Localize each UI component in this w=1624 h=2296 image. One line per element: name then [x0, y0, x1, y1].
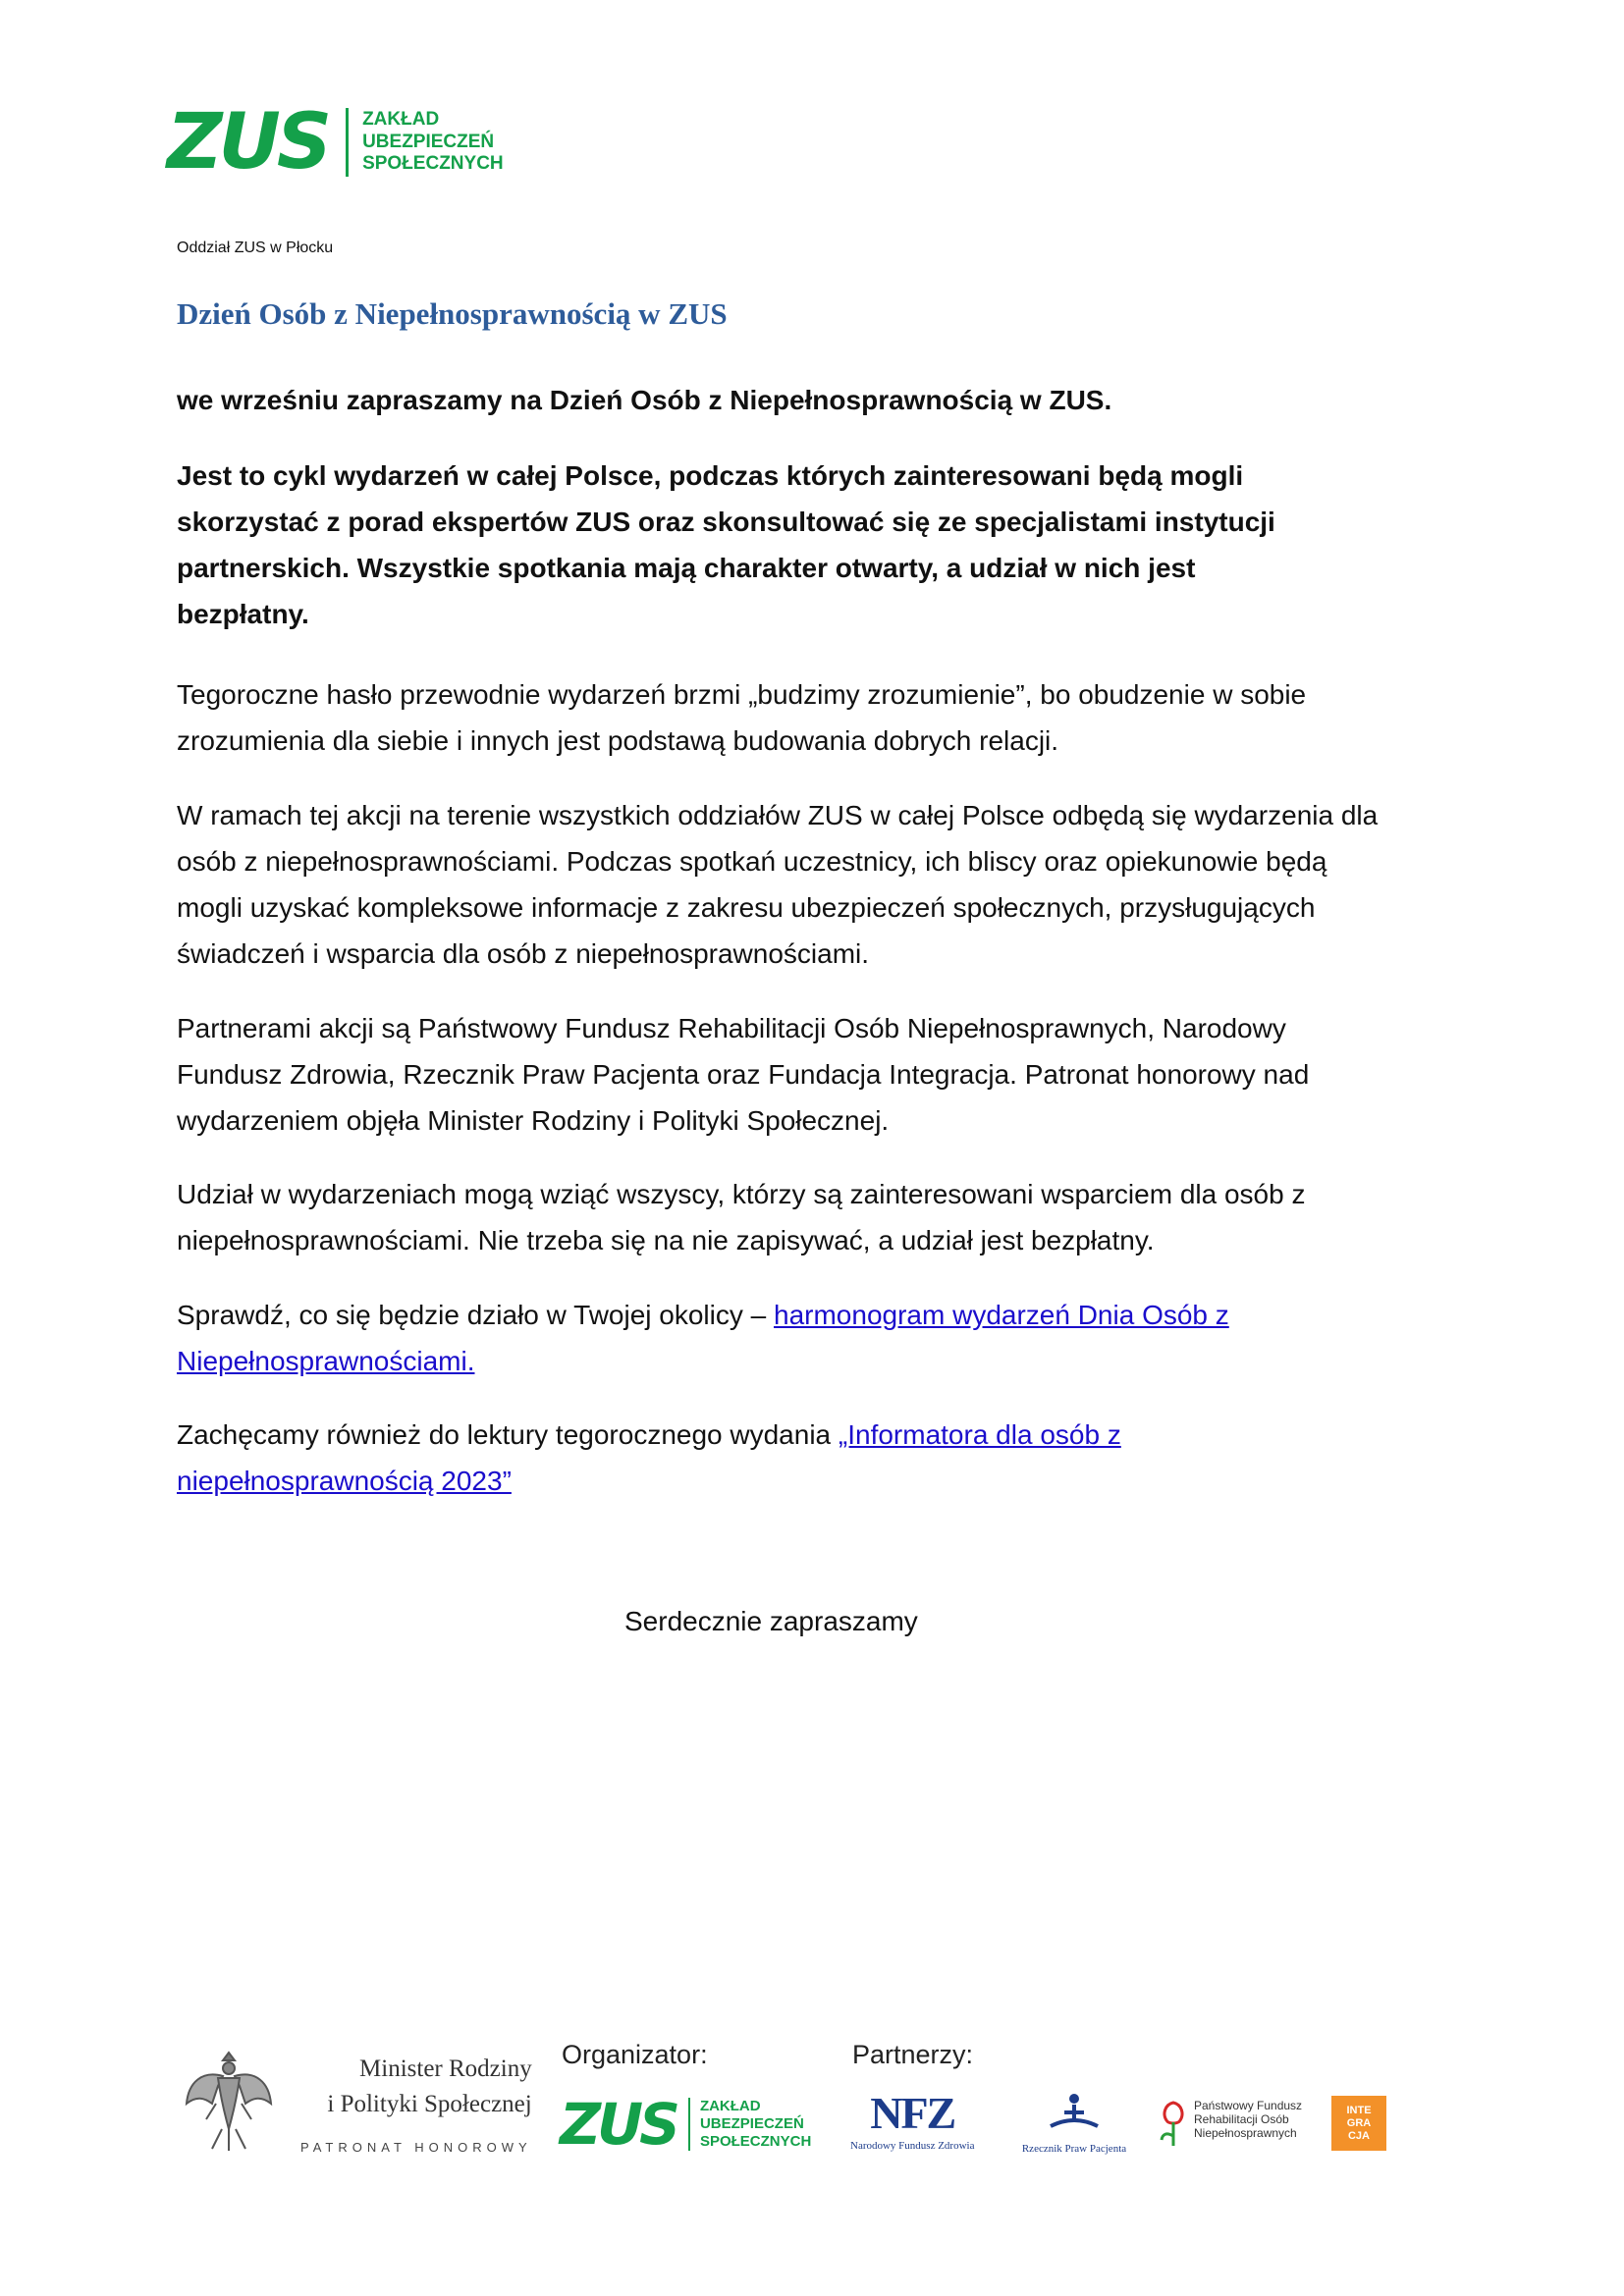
organizer-label: Organizator:: [562, 2040, 708, 2069]
zus-logo-divider: [688, 2098, 690, 2151]
pfron-line: Rehabilitacji Osób: [1194, 2112, 1289, 2126]
zus-logo-line: UBEZPIECZEŃ: [699, 2115, 804, 2132]
zus-logo-line: SPOŁECZNYCH: [362, 153, 504, 175]
guide-link[interactable]: „Informatora dla osób z niepełnosprawnością 2023”: [177, 1419, 1121, 1496]
zus-logo-mark: ZUS: [560, 2091, 677, 2158]
zus-logo-text: [362, 109, 504, 176]
paragraph-motto: Tegoroczne hasło przewodnie wydarzeń brzmi „budzimy zrozumienie”, bo obudzenie w sobie zrozumienia dla siebie i innych jest podstawą budowania dobrych relacji.: [177, 679, 1307, 756]
lead-paragraph: we wrześniu zapraszamy na Dzień Osób z Niepełnosprawnością w ZUS.: [177, 385, 1112, 415]
document-title: Dzień Osób z Niepełnosprawnością w ZUS: [177, 296, 728, 331]
nfz-mark: NFZ: [870, 2088, 955, 2138]
integracja-line: INTE: [1346, 2104, 1372, 2116]
minister-patronage: [300, 2052, 532, 2165]
schedule-link[interactable]: harmonogram wydarzeń Dnia Osób z Niepełnosprawnościami.: [177, 1300, 1229, 1376]
schedule-text: Sprawdź, co się będzie działo w Twojej okolicy –: [177, 1300, 775, 1330]
zus-logo-line: SPOŁECZNYCH: [699, 2133, 812, 2150]
paragraph-participation: Udział w wydarzeniach mogą wziąć wszyscy, którzy są zainteresowani wsparciem dla osób z niepełnosprawnościami. Nie trzeba się na nie zapisywać, a udział jest bezpłatny.: [177, 1179, 1306, 1255]
rpp-figure-icon: [1045, 2091, 1104, 2134]
closing-line: Serdecznie zapraszamy: [624, 1606, 918, 1636]
partners-label: Partnerzy:: [852, 2040, 974, 2069]
guide-text: Zachęcamy również do lektury tegorocznego wydania: [177, 1419, 839, 1450]
zus-header-logo: [167, 98, 504, 187]
zus-logo-divider: [346, 108, 349, 177]
branch-name: Oddział ZUS w Płocku: [177, 240, 334, 256]
paragraph-guide: [177, 1412, 1306, 1504]
rpp-logo: [1015, 2091, 1133, 2155]
pfron-line: Państwowy Fundusz: [1194, 2099, 1303, 2112]
minister-name-line: i Polityki Społecznej: [327, 2091, 532, 2117]
pfron-logo: [1159, 2099, 1302, 2148]
nfz-name: Narodowy Fundusz Zdrowia: [850, 2140, 975, 2152]
paragraph-events: W ramach tej akcji na terenie wszystkich oddziałów ZUS w całej Polsce odbędą się wydarzenia dla osób z niepełnosprawnościami. Podczas spotkań uczestnicy, ich bliscy oraz opiekunowie będą mogli uzyskać kompleksowe informacje z zakresu ubezpieczeń społecznych, przysługujących świadczeń i wsparcia dla osób z niepełnosprawnościami.: [177, 800, 1379, 969]
polish-eagle-icon: [183, 2047, 275, 2153]
rpp-name: Rzecznik Praw Pacjenta: [1021, 2143, 1127, 2155]
pfron-name: [1194, 2099, 1302, 2140]
nfz-logo: [850, 2088, 975, 2152]
zus-logo-line: UBEZPIECZEŃ: [362, 131, 495, 152]
pfron-line: Niepełnosprawnych: [1194, 2126, 1297, 2140]
zus-logo-line: ZAKŁAD: [699, 2098, 761, 2114]
integracja-line: GRA: [1346, 2116, 1372, 2129]
zus-footer-logo: [560, 2091, 812, 2158]
integracja-logo: [1331, 2096, 1386, 2151]
zus-logo-line: ZAKŁAD: [362, 108, 440, 130]
paragraph-partners: Partnerami akcji są Państwowy Fundusz Rehabilitacji Osób Niepełnosprawnych, Narodowy Fundusz Zdrowia, Rzecznik Praw Pacjenta oraz Fundacja Integracja. Patronat honorowy nad wydarzeniem objęła Minister Rodziny i Polityki Społecznej.: [177, 1013, 1310, 1136]
intro-paragraph: Jest to cykl wydarzeń w całej Polsce, podczas których zainteresowani będą mogli skorzystać z porad ekspertów ZUS oraz skonsultować się ze specjalistami instytucji partnerskich. Wszystkie spotkania mają charakter otwarty, a udział w nich jest bezpłatny.: [177, 460, 1275, 629]
zus-logo-mark: ZUS: [167, 98, 329, 187]
minister-name-line: Minister Rodziny: [359, 2056, 532, 2082]
zus-logo-text: [700, 2098, 811, 2151]
tulip-icon: [1159, 2099, 1188, 2148]
patronat-label: PATRONAT HONOROWY: [300, 2140, 532, 2155]
paragraph-schedule: [177, 1292, 1355, 1384]
integracja-line: CJA: [1347, 2129, 1370, 2142]
